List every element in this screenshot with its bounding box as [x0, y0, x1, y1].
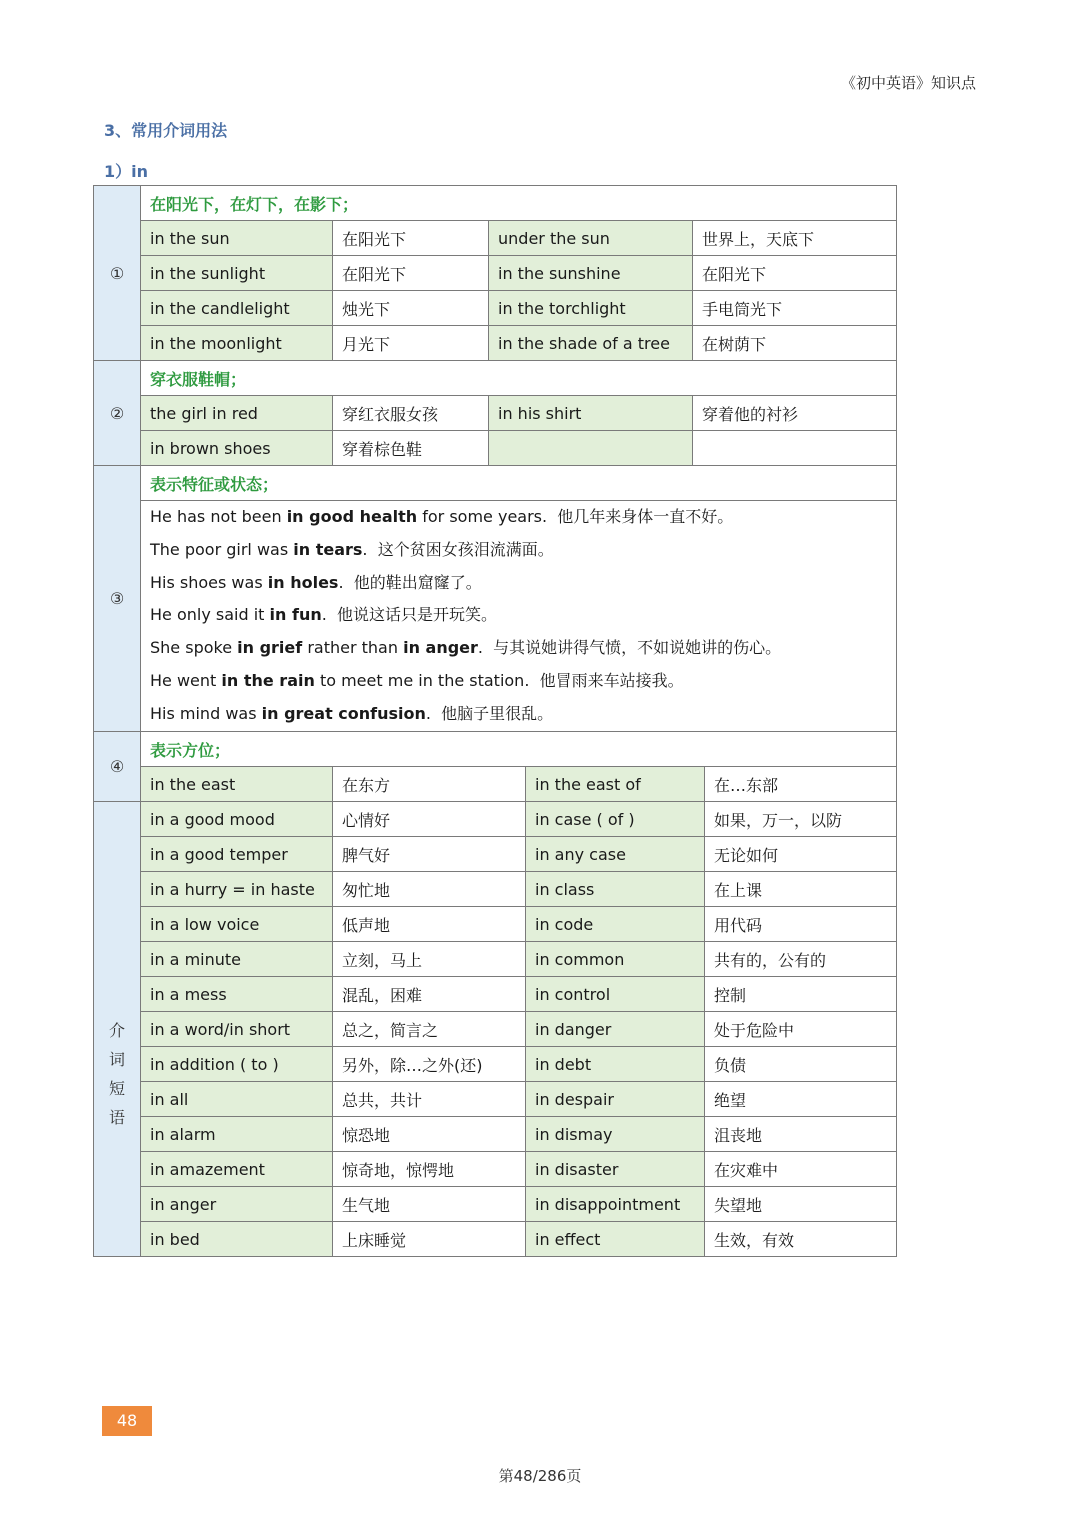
phrase-en: in disaster [526, 1152, 705, 1187]
phrase-en: in the sunlight [141, 256, 333, 291]
table-row [94, 802, 897, 837]
table-row [94, 1117, 897, 1152]
phrase-en: in a low voice [141, 907, 333, 942]
table-row [94, 326, 897, 361]
book-title: 《初中英语》知识点 [840, 74, 976, 92]
group-3-category: 表示特征或状态； [141, 466, 897, 501]
table-row [94, 1047, 897, 1082]
phrase-zh: 在树荫下 [693, 326, 897, 361]
preposition-table [93, 185, 897, 1257]
phrase-zh: 心情好 [333, 802, 526, 837]
phrase-zh: 处于危险中 [705, 1012, 897, 1047]
sentence-row [94, 501, 897, 732]
phrase-en: in the sunshine [489, 256, 693, 291]
group-4-category: 表示方位； [141, 732, 897, 767]
phrase-zh: 失望地 [705, 1187, 897, 1222]
table-row [94, 767, 897, 802]
phrase-zh: 手电筒光下 [693, 291, 897, 326]
phrase-en: the girl in red [141, 396, 333, 431]
table-row [94, 1152, 897, 1187]
phrase-en: in the torchlight [489, 291, 693, 326]
phrase-zh: 在灾难中 [705, 1152, 897, 1187]
table-row [94, 907, 897, 942]
phrase-zh: 上床睡觉 [333, 1222, 526, 1257]
phrase-en: in a good temper [141, 837, 333, 872]
table-row [94, 1082, 897, 1117]
phrase-zh: 控制 [705, 977, 897, 1012]
phrase-en: in dismay [526, 1117, 705, 1152]
group-3-label: ③ [94, 466, 141, 732]
phrase-zh-empty [693, 431, 897, 466]
phrase-en: in danger [526, 1012, 705, 1047]
phrase-en: in common [526, 942, 705, 977]
page-indicator: 第48/286页 [498, 1467, 582, 1485]
example-sentence: He has not been in good health for some years. 他几年来身体一直不好。 [150, 507, 734, 526]
phrase-en: in debt [526, 1047, 705, 1082]
phrase-zh: 在…东部 [705, 767, 897, 802]
phrase-zh: 穿着他的衬衫 [693, 396, 897, 431]
phrase-zh: 总共，共计 [333, 1082, 526, 1117]
phrase-en: in amazement [141, 1152, 333, 1187]
phrase-en: in code [526, 907, 705, 942]
phrase-zh: 惊恐地 [333, 1117, 526, 1152]
example-sentence: The poor girl was in tears. 这个贫困女孩泪流满面。 [150, 539, 554, 559]
phrase-en: in addition ( to ) [141, 1047, 333, 1082]
example-sentence: His shoes was in holes. 他的鞋出窟窿了。 [150, 572, 482, 592]
phrase-en: in anger [141, 1187, 333, 1222]
example-sentence: She spoke in grief rather than in anger. 与其说她讲得气愤，不如说她讲的伤心。 [150, 638, 782, 658]
phrase-en: in bed [141, 1222, 333, 1257]
phrase-en: in the shade of a tree [489, 326, 693, 361]
table-row [94, 396, 897, 431]
table-row [94, 221, 897, 256]
phrase-zh: 生气地 [333, 1187, 526, 1222]
phrase-zh: 混乱，困难 [333, 977, 526, 1012]
phrase-en: in the sun [141, 221, 333, 256]
phrase-zh: 负债 [705, 1047, 897, 1082]
phrase-en: in effect [526, 1222, 705, 1257]
group-1-header-row [94, 186, 897, 221]
phrase-zh: 低声地 [333, 907, 526, 942]
phrase-zh: 在阳光下 [333, 221, 489, 256]
phrase-en: in any case [526, 837, 705, 872]
group-2-header-row [94, 361, 897, 396]
sub-title: 1）in [104, 162, 149, 181]
phrase-zh: 穿着棕色鞋 [333, 431, 489, 466]
phrase-zh: 在阳光下 [333, 256, 489, 291]
phrase-zh: 在东方 [333, 767, 526, 802]
example-sentences [141, 501, 897, 732]
phrase-zh: 另外，除…之外(还) [333, 1047, 526, 1082]
phrase-zh: 用代码 [705, 907, 897, 942]
table-row [94, 977, 897, 1012]
phrase-zh: 绝望 [705, 1082, 897, 1117]
example-sentence: His mind was in great confusion. 他脑子里很乱。 [150, 703, 554, 723]
table-row [94, 1222, 897, 1257]
phrase-zh: 匆忙地 [333, 872, 526, 907]
phrase-zh: 世界上，天底下 [693, 221, 897, 256]
group-1-label: ① [94, 186, 141, 361]
group-1-category: 在阳光下，在灯下，在影下； [141, 186, 897, 221]
phrase-en: in despair [526, 1082, 705, 1117]
group-2-category: 穿衣服鞋帽； [141, 361, 897, 396]
group-5-label: 介词短语 [94, 802, 141, 1257]
page-number-badge: 48 [102, 1406, 152, 1436]
phrase-en: in the candlelight [141, 291, 333, 326]
phrase-zh: 共有的，公有的 [705, 942, 897, 977]
phrase-zh: 在上课 [705, 872, 897, 907]
phrase-en-empty [489, 431, 693, 466]
table-row [94, 872, 897, 907]
phrase-en: in the east of [526, 767, 705, 802]
phrase-en: in a hurry = in haste [141, 872, 333, 907]
table-row [94, 942, 897, 977]
group-3-header-row [94, 466, 897, 501]
phrase-zh: 总之，简言之 [333, 1012, 526, 1047]
phrase-en: in the moonlight [141, 326, 333, 361]
phrase-en: in a minute [141, 942, 333, 977]
group-2-label: ② [94, 361, 141, 466]
phrase-en: in the east [141, 767, 333, 802]
phrase-en: in a good mood [141, 802, 333, 837]
example-sentence: He only said it in fun. 他说这话只是开玩笑。 [150, 605, 497, 625]
group-4-label: ④ [94, 732, 141, 802]
phrase-en: under the sun [489, 221, 693, 256]
phrase-en: in a mess [141, 977, 333, 1012]
phrase-zh: 无论如何 [705, 837, 897, 872]
phrase-en: in control [526, 977, 705, 1012]
phrase-en: in his shirt [489, 396, 693, 431]
phrase-zh: 沮丧地 [705, 1117, 897, 1152]
group-4-header-row [94, 732, 897, 767]
table-row [94, 431, 897, 466]
phrase-en: in a word/in short [141, 1012, 333, 1047]
phrase-zh: 烛光下 [333, 291, 489, 326]
phrase-zh: 生效，有效 [705, 1222, 897, 1257]
phrase-en: in alarm [141, 1117, 333, 1152]
table-row [94, 1012, 897, 1047]
section-title: 3、常用介词用法 [104, 121, 228, 140]
phrase-en: in case ( of ) [526, 802, 705, 837]
phrase-zh: 脾气好 [333, 837, 526, 872]
phrase-zh: 在阳光下 [693, 256, 897, 291]
phrase-zh: 如果，万一，以防 [705, 802, 897, 837]
example-sentence: He went in the rain to meet me in the station. 他冒雨来车站接我。 [150, 670, 684, 690]
phrase-en: in all [141, 1082, 333, 1117]
phrase-zh: 惊奇地，惊愕地 [333, 1152, 526, 1187]
phrase-zh: 立刻，马上 [333, 942, 526, 977]
phrase-zh: 月光下 [333, 326, 489, 361]
table-row [94, 256, 897, 291]
table-row [94, 837, 897, 872]
phrase-en: in class [526, 872, 705, 907]
phrase-en: in brown shoes [141, 431, 333, 466]
phrase-en: in disappointment [526, 1187, 705, 1222]
phrase-zh: 穿红衣服女孩 [333, 396, 489, 431]
table-row [94, 1187, 897, 1222]
table-row [94, 291, 897, 326]
